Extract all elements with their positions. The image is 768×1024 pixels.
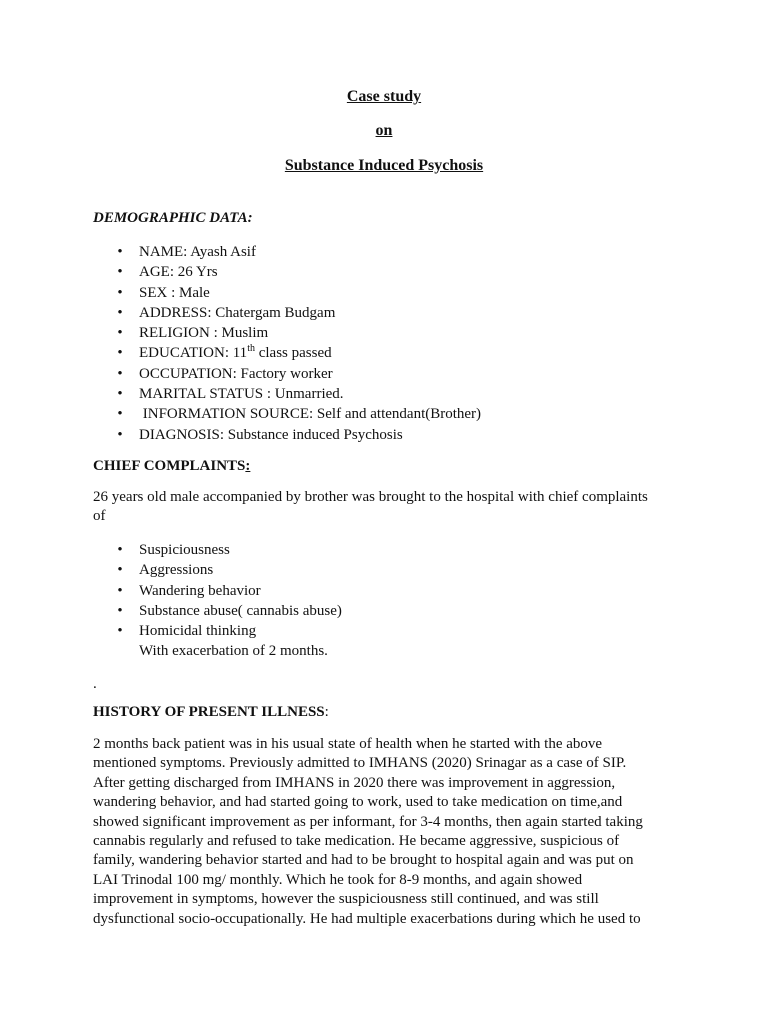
demographic-item — [0, 262, 481, 282]
demographic-item-text: NAME: Ayash Asif — [139, 244, 256, 260]
demographic-item — [0, 323, 481, 343]
bullet-icon: • — [117, 345, 123, 362]
demographic-item — [0, 283, 481, 303]
bullet-icon: • — [117, 386, 123, 403]
doc-title-line-2 — [0, 121, 768, 141]
doc-title-line-1: Case study — [346, 88, 422, 105]
complaint-item — [0, 601, 342, 621]
bullet-icon: • — [117, 562, 123, 579]
bullet-icon: • — [117, 602, 123, 619]
paragraph-line: LAI Trinodal 100 mg/ monthly. Which he took for 8-9 months, and again showed — [93, 871, 583, 888]
paragraph-line: After getting discharged from IMHANS in 2020 there was improvement in aggression, — [93, 774, 616, 791]
chief-complaints-intro — [93, 488, 693, 527]
demographic-item-text: MARITAL STATUS : Unmarried. — [139, 386, 344, 403]
bullet-icon: • — [117, 365, 123, 382]
paragraph-line: of — [93, 508, 106, 525]
paragraph-line: 26 years old male accompanied by brother was brought to the hospital with chief complaints — [93, 489, 648, 505]
demographic-item — [0, 425, 481, 445]
demographic-item — [0, 364, 481, 384]
complaint-item — [0, 621, 342, 641]
complaints-continuation: With exacerbation of 2 months. — [139, 643, 328, 659]
complaint-item-text: Aggressions — [139, 562, 214, 579]
paragraph-line: wandering behavior, and had started going to work, used to take medication on time,and — [93, 794, 623, 811]
complaint-item-text: Homicidal thinking — [139, 623, 257, 640]
paragraph-line: showed significant improvement as per informant, for 3-4 months, then again started taking — [93, 813, 643, 830]
bullet-icon: • — [117, 582, 123, 599]
paragraph-line: mentioned symptoms. Previously admitted to IMHANS (2020) Srinagar as a case of SIP. — [93, 755, 627, 772]
demographic-item — [0, 343, 481, 363]
bullet-icon: • — [117, 244, 123, 260]
paragraph-line: 2 months back patient was in his usual state of health when he started with the above — [93, 736, 603, 752]
paragraph-line: cannabis regularly and refused to take medication. He became aggressive, suspicious of — [93, 833, 620, 850]
bullet-icon: • — [117, 542, 123, 558]
complaint-item — [0, 540, 342, 560]
stray-period: . — [93, 676, 97, 692]
complaint-item — [0, 581, 342, 601]
complaint-item-text: Substance abuse( cannabis abuse) — [139, 602, 342, 619]
paragraph-line: family, wandering behavior started and had to be brought to hospital again and was put on — [93, 852, 634, 869]
history-paragraph — [93, 735, 693, 929]
demographic-list — [0, 242, 481, 445]
demographic-item-text: OCCUPATION: Factory worker — [139, 365, 333, 382]
doc-title-line-2-text: on — [375, 122, 393, 139]
ordinal-suffix: th — [247, 343, 255, 355]
bullet-icon: • — [117, 426, 123, 443]
demographic-item-text: INFORMATION SOURCE: Self and attendant(Brother) — [139, 406, 482, 423]
demographic-item — [0, 404, 481, 424]
demographic-item-text: DIAGNOSIS: Substance induced Psychosis — [139, 426, 403, 443]
demographic-item — [0, 384, 481, 404]
demographic-item-text: ADDRESS: Chatergam Budgam — [139, 304, 336, 321]
bullet-icon: • — [117, 325, 123, 342]
demographic-item-text: EDUCATION: 11 — [139, 345, 248, 362]
paragraph-line: improvement in symptoms, however the suspiciousness still continued, and was still — [93, 891, 599, 908]
chief-complaints-heading-text: CHIEF COMPLAINTS — [93, 458, 246, 474]
bullet-icon: • — [117, 264, 123, 281]
history-heading — [93, 702, 329, 722]
bullet-icon: • — [117, 406, 123, 423]
demographic-item-text: AGE: 26 Yrs — [139, 264, 218, 281]
demographic-item-text: RELIGION : Muslim — [139, 325, 269, 342]
doc-title-line-3: Substance Induced Psychosis — [284, 157, 484, 174]
history-heading-colon: : — [324, 704, 329, 720]
chief-complaints-colon: : — [245, 458, 251, 474]
paragraph-line: dysfunctional socio-occupationally. He had multiple exacerbations during which he used to — [93, 910, 641, 927]
demographic-item-text: SEX : Male — [139, 284, 210, 301]
history-heading-text: HISTORY OF PRESENT ILLNESS — [93, 704, 325, 720]
bullet-icon: • — [117, 284, 123, 301]
bullet-icon: • — [117, 623, 123, 640]
complaint-item — [0, 560, 342, 580]
demographic-item — [0, 242, 481, 262]
complaint-item-text: Suspiciousness — [139, 542, 230, 558]
bullet-icon: • — [117, 304, 123, 321]
demographic-item — [0, 303, 481, 323]
education-suffix: class passed — [254, 345, 332, 362]
chief-complaints-heading — [93, 456, 250, 476]
demographic-heading: DEMOGRAPHIC DATA: — [93, 210, 253, 226]
complaint-item-text: Wandering behavior — [139, 582, 261, 599]
complaints-list — [0, 540, 342, 641]
